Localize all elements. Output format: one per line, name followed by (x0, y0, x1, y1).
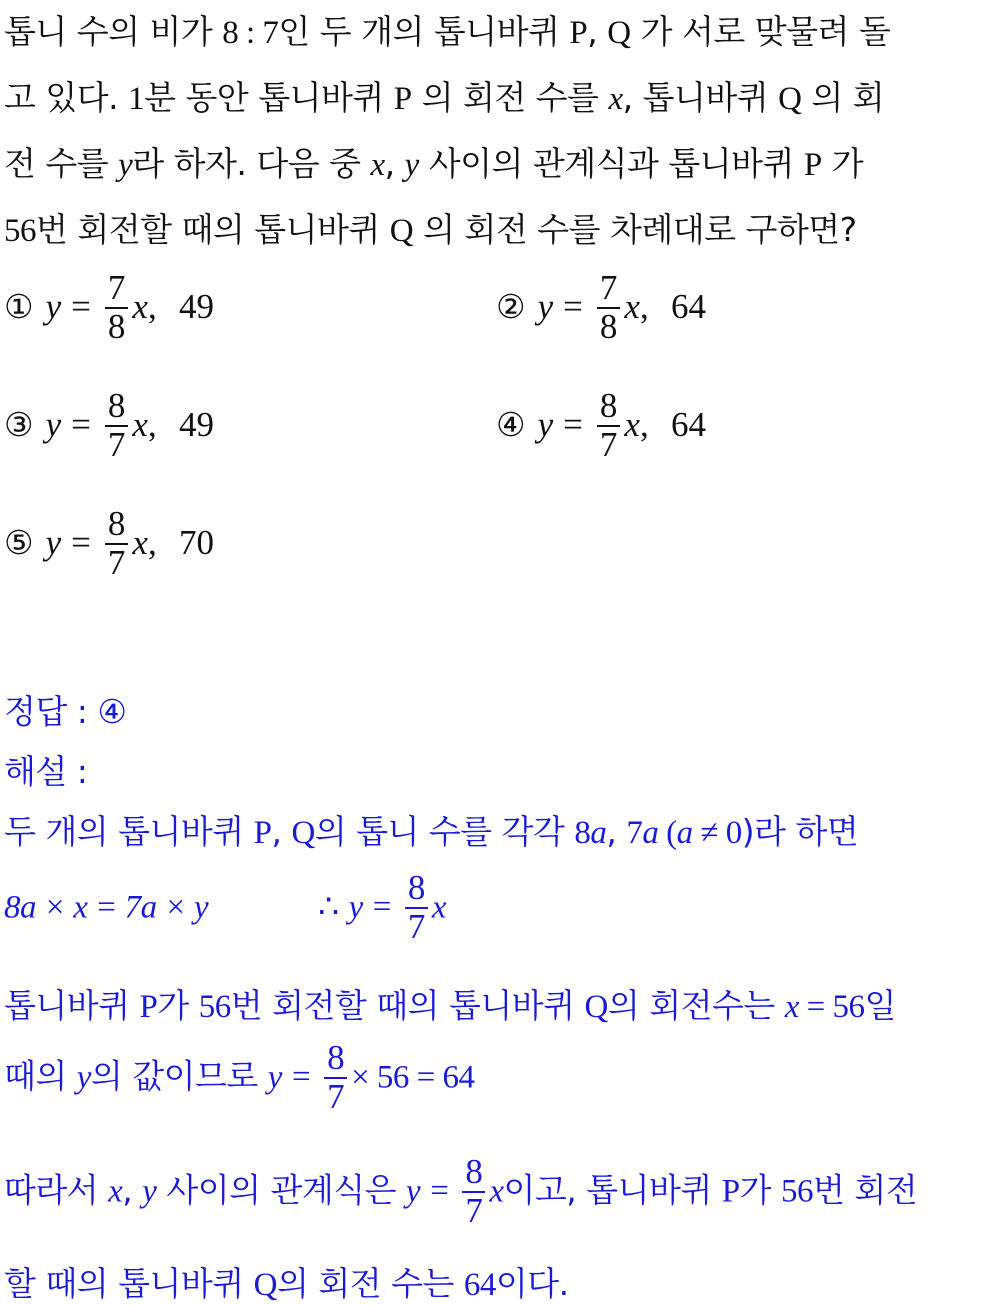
fraction: $\frac{8}{7}$ (105, 506, 129, 582)
choice-1[interactable]: ① y = $\frac{7}{8}$ x, 49 (4, 268, 214, 346)
fraction: $\frac{8}{7}$ (105, 388, 129, 464)
choice-2[interactable]: ② y = $\frac{7}{8}$ x, 64 (496, 268, 706, 346)
question-line-2: 고 있다. 1분 동안 톱니바퀴 P 의 회전 수를 x, 톱니바퀴 Q 의 회 (4, 78, 885, 117)
fraction: $\frac{8}{7}$ (405, 870, 428, 946)
choice-3[interactable]: ③ y = $\frac{8}{7}$ x, 49 (4, 386, 214, 464)
answer-value: ④ (97, 692, 127, 731)
choice-5[interactable]: ⑤ y = $\frac{8}{7}$ x, 70 (4, 504, 214, 582)
question-line-4: 56번 회전할 때의 톱니바퀴 Q 의 회전 수를 차례대로 구하면? (4, 210, 857, 249)
solution-line-2: 8a × x = 7a × y ∴ y = $\frac{8}{7}$ x (4, 868, 447, 946)
solution-label: 해설 : (4, 752, 88, 791)
question-line-3: 전 수를 y라 하자. 다음 중 x, y 사이의 관계식과 톱니바퀴 P 가 (4, 144, 864, 183)
solution-line-6: 할 때의 톱니바퀴 Q의 회전 수는 64이다. (4, 1264, 569, 1303)
solution-line-5: 따라서 x, y 사이의 관계식은 y = $\frac{8}{7}$ x이고, 톱니바퀴 P가 56번 회전 (4, 1152, 918, 1230)
fraction: $\frac{8}{7}$ (324, 1040, 347, 1116)
question-line-1: 톱니 수의 비가 8 : 7인 두 개의 톱니바퀴 P, Q 가 서로 맞물려 돌 (4, 12, 891, 51)
fraction: $\frac{7}{8}$ (597, 270, 621, 346)
fraction: $\frac{8}{7}$ (462, 1154, 485, 1230)
answer-label: 정답 : (4, 692, 98, 731)
answer-line (4, 686, 126, 733)
choice-4[interactable]: ④ y = $\frac{8}{7}$ x, 64 (496, 386, 706, 464)
solution-line-3: 톱니바퀴 P가 56번 회전할 때의 톱니바퀴 Q의 회전수는 x = 56일 (4, 986, 896, 1025)
solution-line-1: 두 개의 톱니바퀴 P, Q의 톱니 수를 각각 8a, 7a (a ≠ 0)라 하면 (4, 812, 859, 851)
fraction: $\frac{7}{8}$ (105, 270, 129, 346)
fraction: $\frac{8}{7}$ (597, 388, 621, 464)
solution-line-4: 때의 y의 값이므로 y = $\frac{8}{7}$ × 56 = 64 (4, 1038, 475, 1116)
